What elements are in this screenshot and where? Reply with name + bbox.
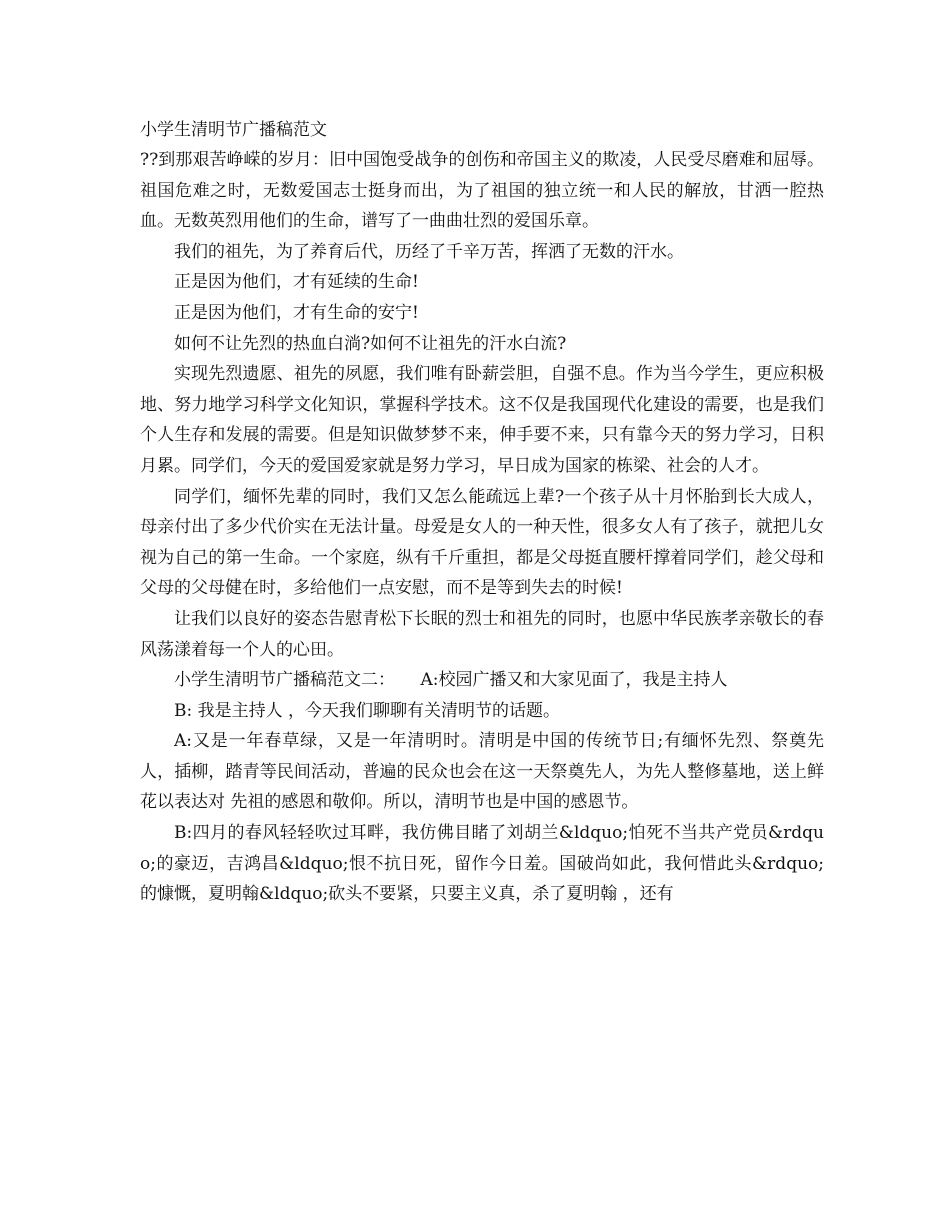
paragraph-wish: 让我们以良好的姿态告慰青松下长眠的烈士和祖先的同时，也愿中华民族孝亲敬长的春风荡漾着每一个人的心田。 — [140, 608, 824, 660]
paragraph-parents: 同学们，缅怀先辈的同时，我们又怎么能疏远上辈?一个孩子从十月怀胎到长大成人，母亲付出了多少代价实在无法计量。母爱是女人的一种天性，很多女人有了孩子，就把儿女视为自己的第一生命。一个家庭，纵有千斤重担，都是父母挺直腰杆撑着同学们，趁父母和父母的父母健在时，多给他们一点安慰，而不是等到失去的时候! — [140, 486, 824, 599]
paragraph-host-b-intro: B: 我是主持人 ，今天我们聊聊有关清明节的话题。 — [174, 700, 561, 721]
paragraph-second-title: 小学生清明节广播稿范文二： A:校园广播又和大家见面了，我是主持人 — [174, 670, 728, 691]
paragraph-peaceful-life: 正是因为他们，才有生命的安宁! — [174, 302, 419, 323]
paragraph-ancestors: 我们的祖先，为了养育后代，历经了千辛万苦，挥洒了无数的汗水。 — [174, 241, 684, 262]
document-title: 小学生清明节广播稿范文 — [140, 120, 327, 140]
document-page — [140, 115, 824, 910]
paragraph-question: 如何不让先烈的热血白淌?如何不让祖先的汗水白流? — [174, 333, 567, 354]
paragraph-host-a-qingming: A:又是一年春草绿，又是一年清明时。清明是中国的传统节日;有缅怀先烈、祭奠先人，插柳，踏青等民间活动，普遍的民众也会在这一天祭奠先人，为先人整修墓地，送上鲜花以表达对 先祖的感恩和敬仰。所以，清明节也是中国的感恩节。 — [140, 731, 824, 813]
paragraph-history: ??到那艰苦峥嵘的岁月：旧中国饱受战争的创伤和帝国主义的欺凌，人民受尽磨难和屈辱。祖国危难之时，无数爱国志士挺身而出，为了祖国的独立统一和人民的解放，甘洒一腔热血。无数英烈用他们的生命，谱写了一曲曲壮烈的爱国乐章。 — [140, 150, 824, 232]
paragraph-host-b-heroes: B:四月的春风轻轻吹过耳畔，我仿佛目睹了刘胡兰&ldquo;怕死不当共产党员&rdquo;的豪迈，吉鸿昌&ldquo;恨不抗日死，留作今日羞。国破尚如此，我何惜此头&rdquo;的慷慨，夏明翰&ldquo;砍头不要紧，只要主义真，杀了夏明翰 ，还有 — [140, 823, 824, 905]
paragraph-continued-life: 正是因为他们，才有延续的生命! — [174, 272, 419, 293]
paragraph-study: 实现先烈遗愿、祖先的夙愿，我们唯有卧薪尝胆，自强不息。作为当今学生，更应积极地、努力地学习科学文化知识，掌握科学技术。这不仅是我国现代化建设的需要，也是我们个人生存和发展的需要。但是知识做梦梦不来，伸手要不来，只有靠今天的努力学习，日积月累。同学们，今天的爱国爱家就是努力学习，早日成为国家的栋梁、社会的人才。 — [140, 364, 824, 476]
